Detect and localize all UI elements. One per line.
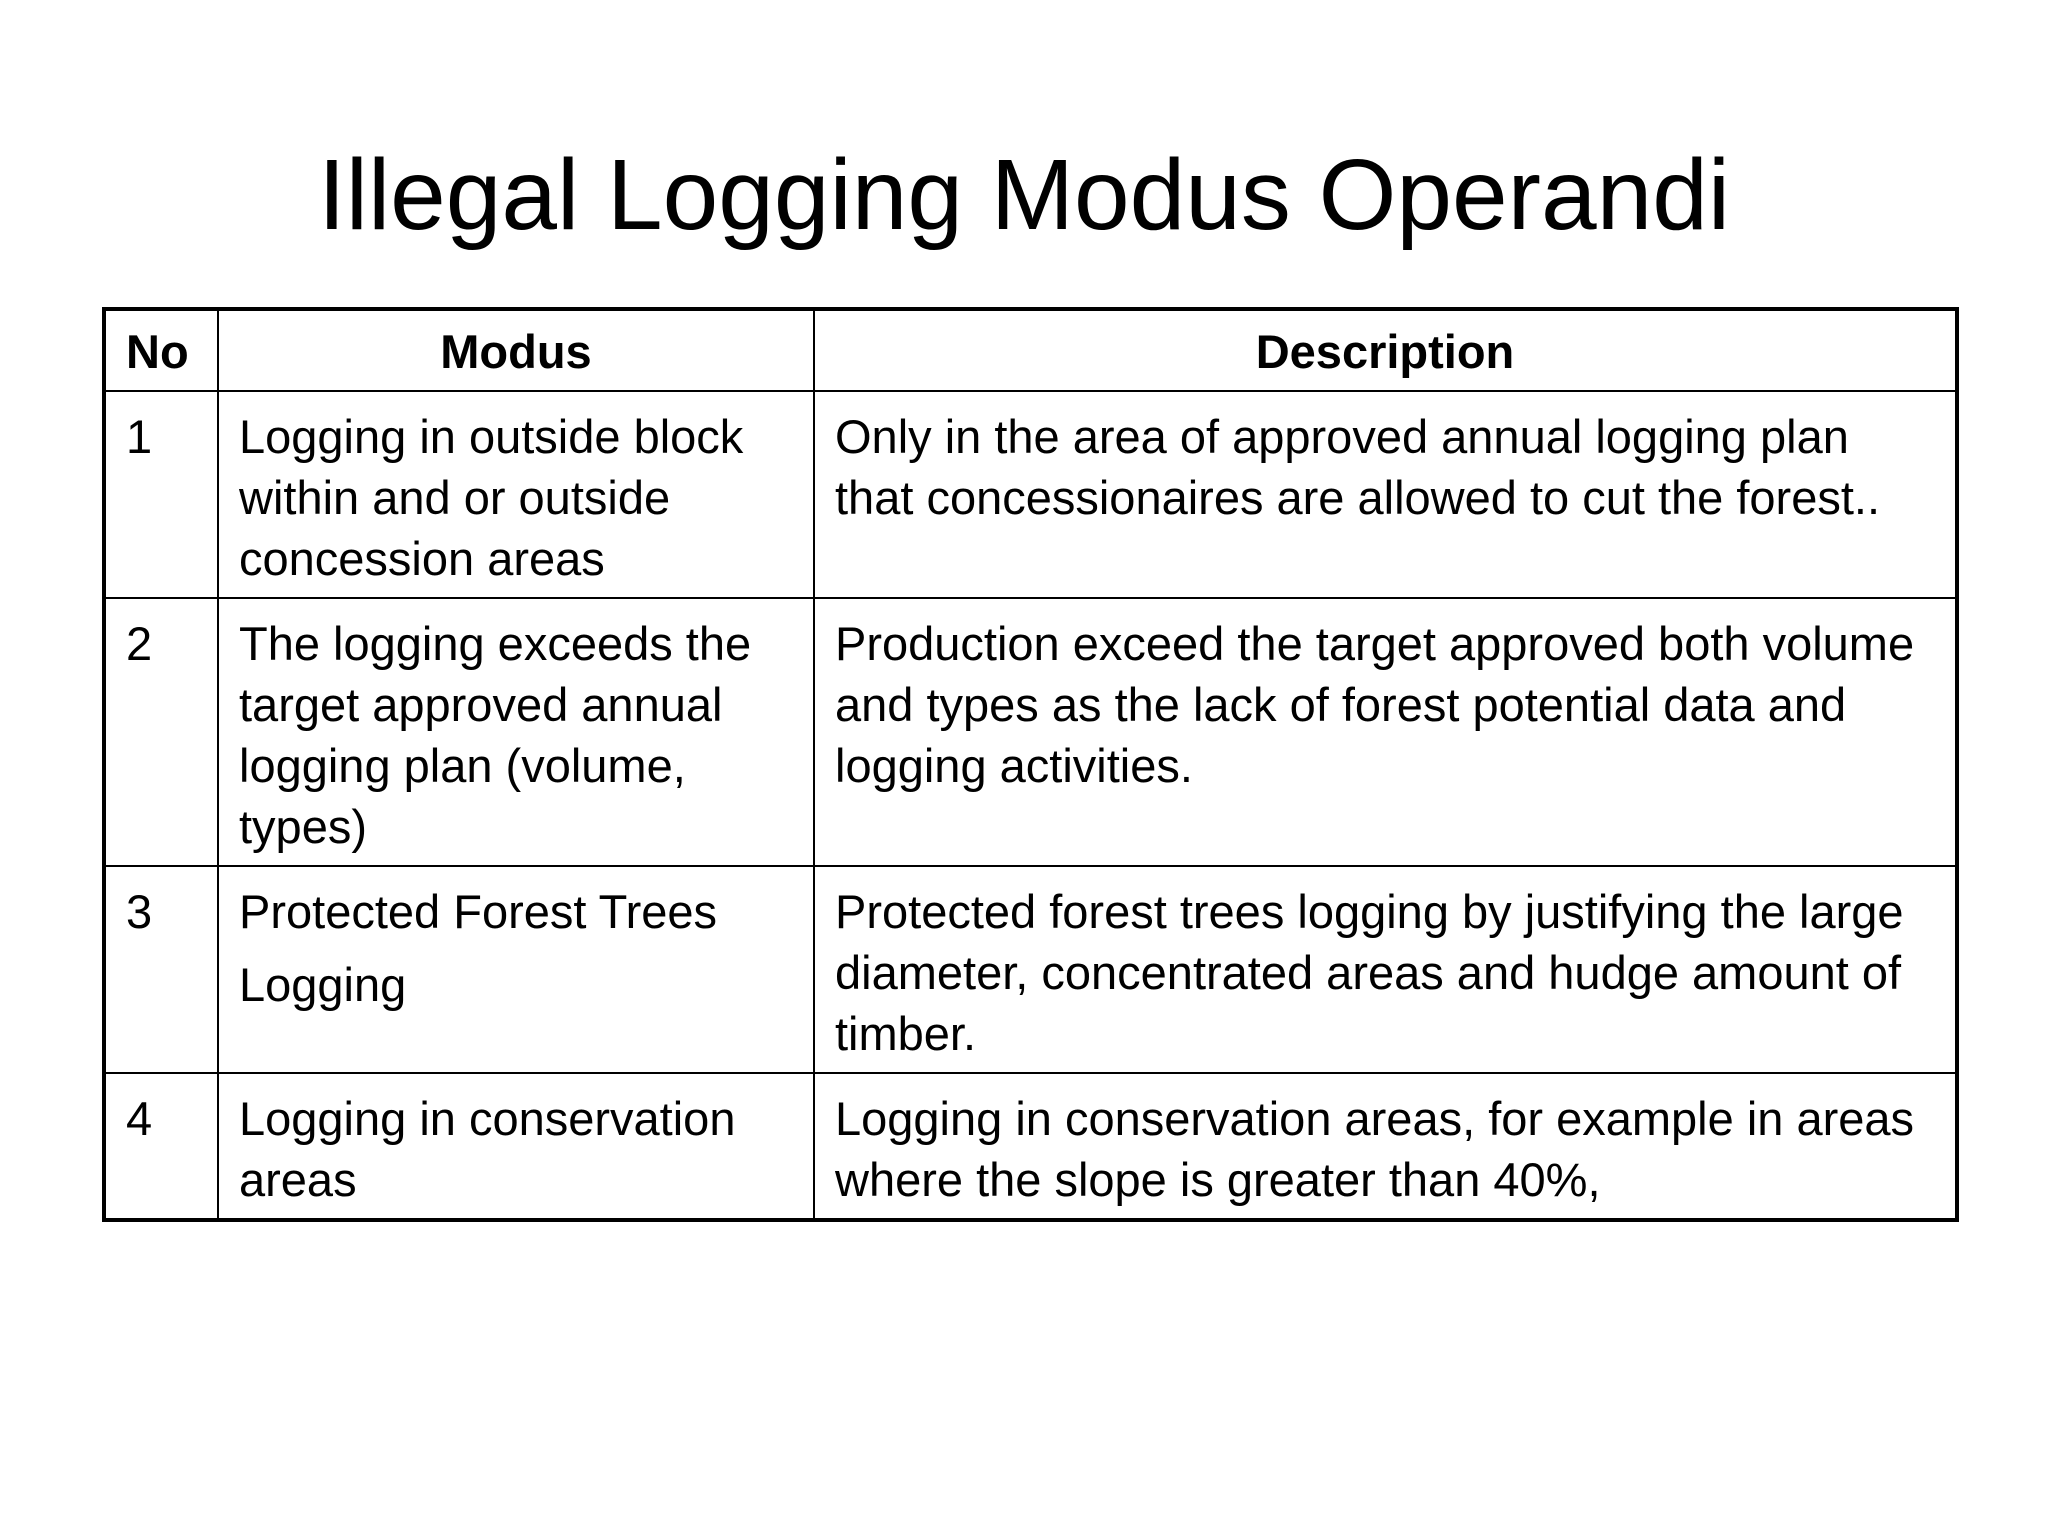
row-modus: Logging in conservation areas xyxy=(218,1073,814,1220)
header-modus: Modus xyxy=(218,309,814,391)
table-row xyxy=(104,598,1957,866)
table-row xyxy=(104,1073,1957,1220)
row-modus xyxy=(218,866,814,1073)
row-number: 3 xyxy=(104,866,218,1073)
row-number: 2 xyxy=(104,598,218,866)
row-description: Production exceed the target approved both volume and types as the lack of forest potential data and logging activities. xyxy=(814,598,1957,866)
row-modus-line: Protected Forest Trees xyxy=(239,885,718,938)
table-row xyxy=(104,866,1957,1073)
row-number: 1 xyxy=(104,391,218,598)
table-row xyxy=(104,391,1957,598)
row-description: Only in the area of approved annual logging plan that concessionaires are allowed to cut the forest.. xyxy=(814,391,1957,598)
row-modus: Logging in outside block within and or outside concession areas xyxy=(218,391,814,598)
row-modus-line: Logging xyxy=(239,958,407,1011)
header-description: Description xyxy=(814,309,1957,391)
row-description: Protected forest trees logging by justifying the large diameter, concentrated areas and hudge amount of timber. xyxy=(814,866,1957,1073)
table-header-row xyxy=(104,309,1957,391)
modus-operandi-table xyxy=(102,307,1959,1222)
slide-title: Illegal Logging Modus Operandi xyxy=(317,139,1731,251)
row-description: Logging in conservation areas, for example in areas where the slope is greater than 40%, xyxy=(814,1073,1957,1220)
row-number: 4 xyxy=(104,1073,218,1220)
row-modus: The logging exceeds the target approved annual logging plan (volume, types) xyxy=(218,598,814,866)
header-no: No xyxy=(104,309,218,391)
